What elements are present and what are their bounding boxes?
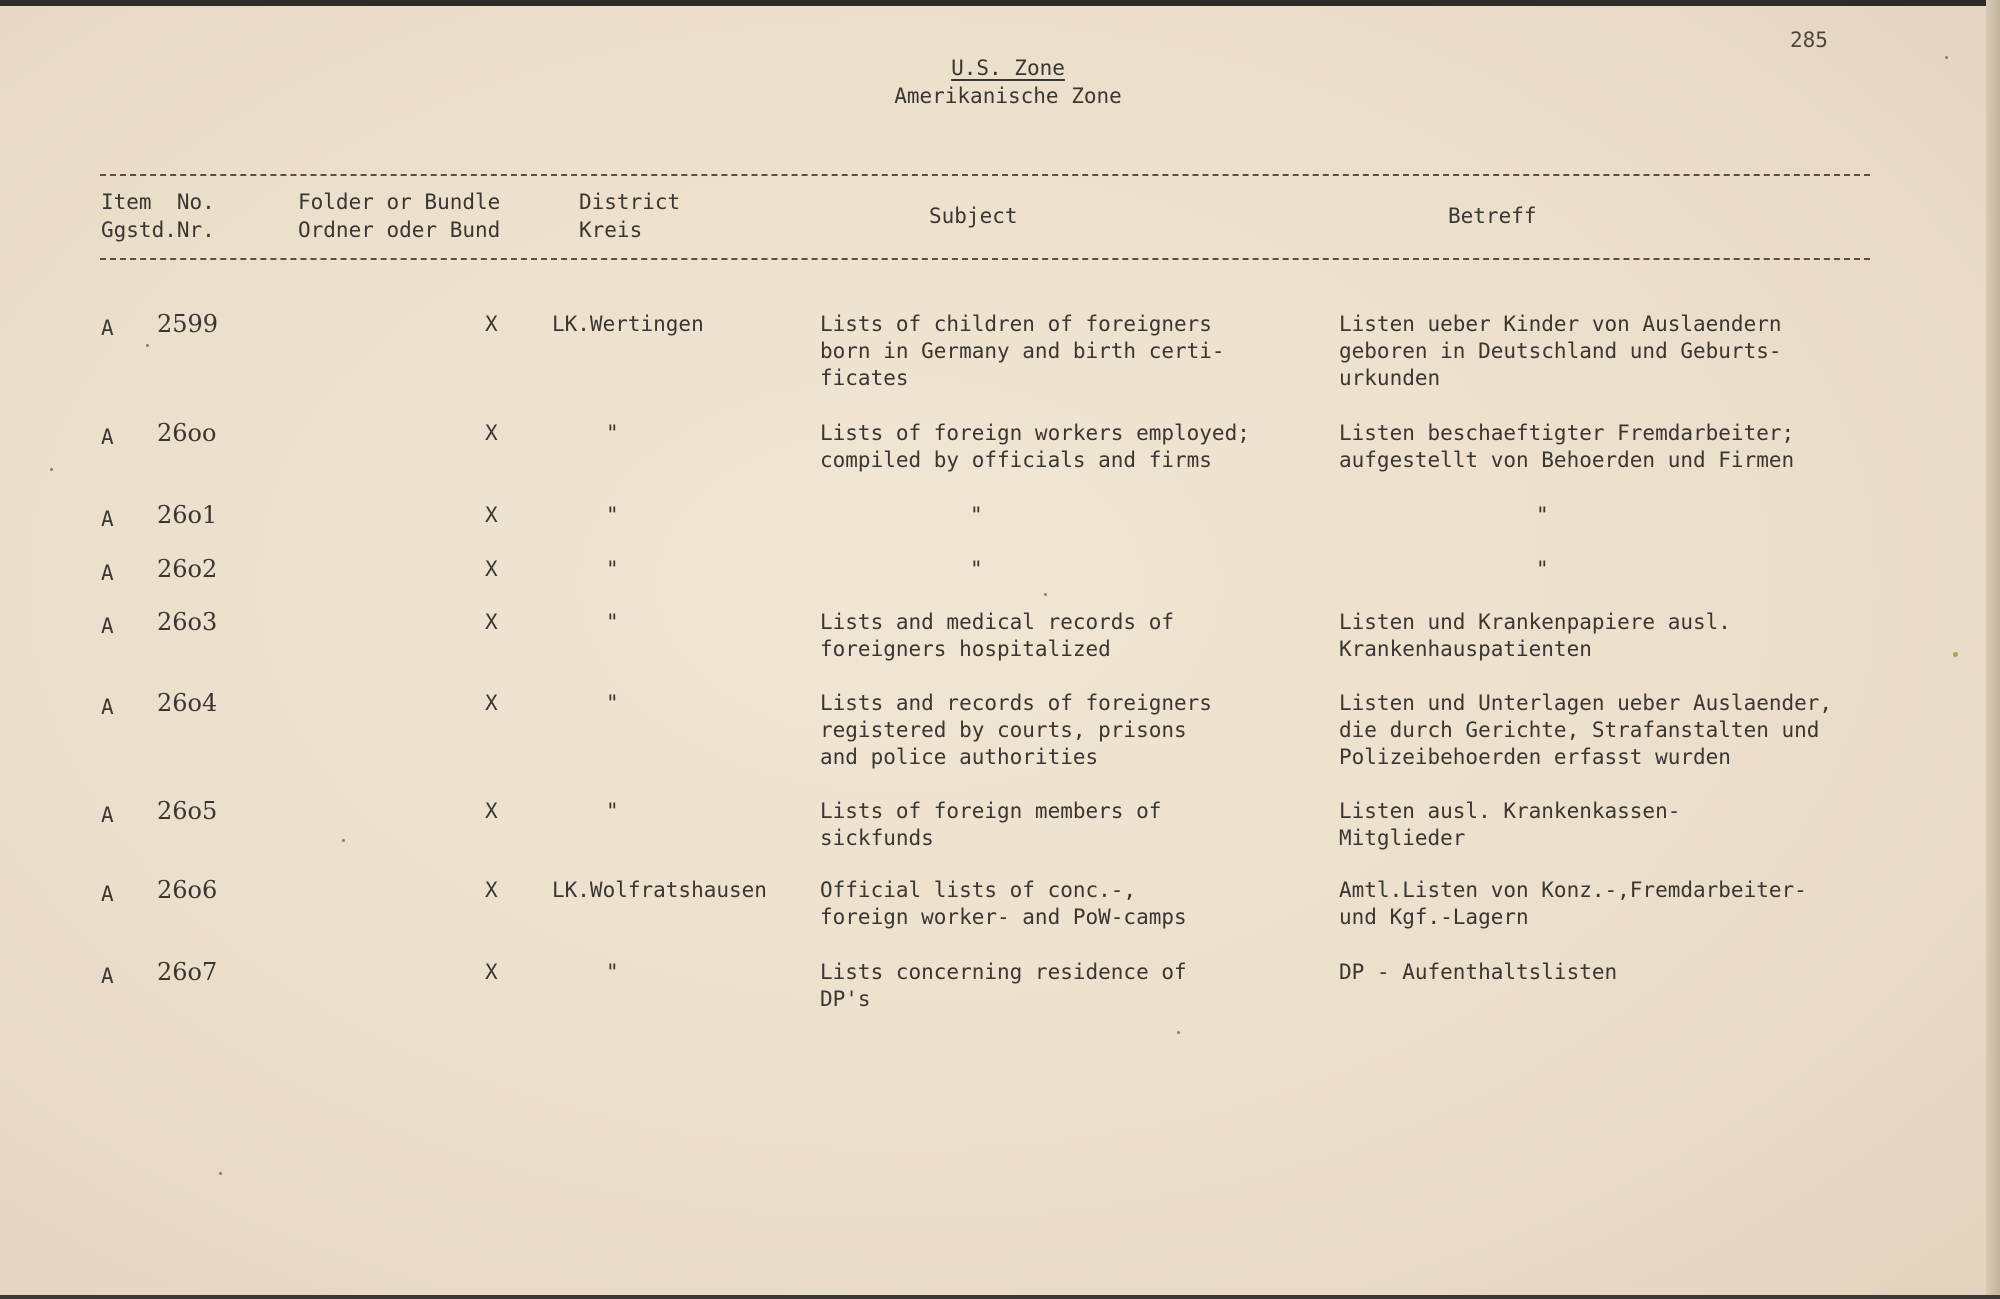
- header-district: [579, 188, 680, 244]
- row-4-subject: ": [970, 557, 983, 581]
- header-district-en: District: [579, 190, 681, 214]
- row-2-item-number: 26oo: [157, 419, 217, 447]
- row-6-item-number: 26o4: [157, 689, 218, 717]
- header-item-de: Ggstd.Nr.: [101, 218, 215, 242]
- page-title: [0, 54, 2000, 110]
- paper-speck: [1945, 56, 1948, 59]
- row-7-subject: Lists of foreign members of sickfunds: [820, 799, 1162, 850]
- row-7-betreff: Listen ausl. Krankenkassen- Mitglieder: [1339, 799, 1681, 850]
- row-9-betreff: DP - Aufenthaltslisten: [1339, 960, 1618, 984]
- row-8-betreff: Amtl.Listen von Konz.-,Fremdarbeiter- und Kgf.-Lagern: [1339, 878, 1807, 929]
- row-2-folder-mark: X: [485, 421, 498, 445]
- row-1-prefix: A: [101, 316, 114, 340]
- page-bottom-edge: [0, 1295, 2000, 1299]
- row-1-betreff: Listen ueber Kinder von Auslaendern geboren in Deutschland und Geburts- urkunden: [1339, 312, 1782, 390]
- row-5-subject: Lists and medical records of foreigners hospitalized: [820, 610, 1175, 661]
- row-1-subject: Lists of children of foreigners born in Germany and birth certi- ficates: [820, 312, 1225, 390]
- row-1-item-number: 2599: [157, 310, 219, 338]
- header-bottom-rule: [100, 258, 1870, 260]
- title-english: U.S. Zone: [951, 56, 1065, 80]
- header-top-rule: [100, 174, 1870, 176]
- row-4-prefix: A: [101, 561, 114, 585]
- row-5-item-number: 26o3: [157, 608, 218, 636]
- row-4-item-number: 26o2: [157, 555, 218, 583]
- paper-speck: [1953, 652, 1958, 657]
- row-9-district: ": [606, 960, 619, 984]
- page-top-edge: [0, 0, 2000, 6]
- row-3-subject: ": [970, 503, 983, 527]
- row-2-betreff: Listen beschaeftigter Fremdarbeiter; aufgestellt von Behoerden und Firmen: [1339, 421, 1795, 472]
- row-6-folder-mark: X: [485, 691, 498, 715]
- row-9-item-number: 26o7: [157, 958, 218, 986]
- row-3-prefix: A: [101, 507, 114, 531]
- header-item: [101, 188, 215, 244]
- header-folder-en: Folder or Bundle: [298, 190, 501, 214]
- row-3-betreff: ": [1536, 503, 1549, 527]
- row-1-folder-mark: X: [485, 312, 498, 336]
- row-2-subject: Lists of foreign workers employed; compiled by officials and firms: [820, 421, 1250, 472]
- header-district-de: Kreis: [579, 218, 643, 242]
- row-4-district: ": [606, 557, 619, 581]
- row-8-district: LK.Wolfratshausen: [552, 878, 767, 902]
- header-subject: Subject: [929, 204, 1018, 228]
- row-8-subject: Official lists of conc.-, foreign worker- and PoW-camps: [820, 878, 1187, 929]
- header-folder-de: Ordner oder Bund: [298, 218, 501, 242]
- row-7-district: ": [606, 799, 619, 823]
- title-german: Amerikanische Zone: [894, 84, 1122, 108]
- header-folder: [298, 188, 500, 244]
- paper-speck: [146, 344, 149, 347]
- row-5-prefix: A: [101, 614, 114, 638]
- page-binding-edge: [1986, 0, 2000, 1299]
- row-3-folder-mark: X: [485, 503, 498, 527]
- row-1-district: LK.Wertingen: [552, 312, 704, 336]
- header-betreff: Betreff: [1448, 204, 1537, 228]
- row-7-folder-mark: X: [485, 799, 498, 823]
- row-4-betreff: ": [1536, 557, 1549, 581]
- row-2-prefix: A: [101, 425, 114, 449]
- row-9-prefix: A: [101, 964, 114, 988]
- row-3-item-number: 26o1: [157, 501, 218, 529]
- row-3-district: ": [606, 503, 619, 527]
- row-6-prefix: A: [101, 695, 114, 719]
- row-8-item-number: 26o6: [157, 876, 218, 904]
- row-6-betreff: Listen und Unterlagen ueber Auslaender, die durch Gerichte, Strafanstalten und Polizeibehoerden erfasst wurden: [1339, 691, 1833, 769]
- row-9-subject: Lists concerning residence of DP's: [820, 960, 1187, 1011]
- page-number: 285: [1790, 28, 1828, 52]
- paper-speck: [1044, 593, 1047, 596]
- row-7-prefix: A: [101, 803, 114, 827]
- row-2-district: ": [606, 421, 619, 445]
- row-8-folder-mark: X: [485, 878, 498, 902]
- row-6-subject: Lists and records of foreigners registered by courts, prisons and police authorities: [820, 691, 1212, 769]
- paper-speck: [342, 839, 345, 842]
- row-5-district: ": [606, 610, 619, 634]
- row-9-folder-mark: X: [485, 960, 498, 984]
- paper-speck: [1177, 1031, 1180, 1034]
- paper-speck: [219, 1172, 222, 1175]
- row-5-betreff: Listen und Krankenpapiere ausl. Krankenhauspatienten: [1339, 610, 1731, 661]
- row-8-prefix: A: [101, 882, 114, 906]
- row-7-item-number: 26o5: [157, 797, 218, 825]
- row-6-district: ": [606, 691, 619, 715]
- header-item-en: Item No.: [101, 190, 215, 214]
- row-4-folder-mark: X: [485, 557, 498, 581]
- row-5-folder-mark: X: [485, 610, 498, 634]
- paper-speck: [50, 468, 53, 471]
